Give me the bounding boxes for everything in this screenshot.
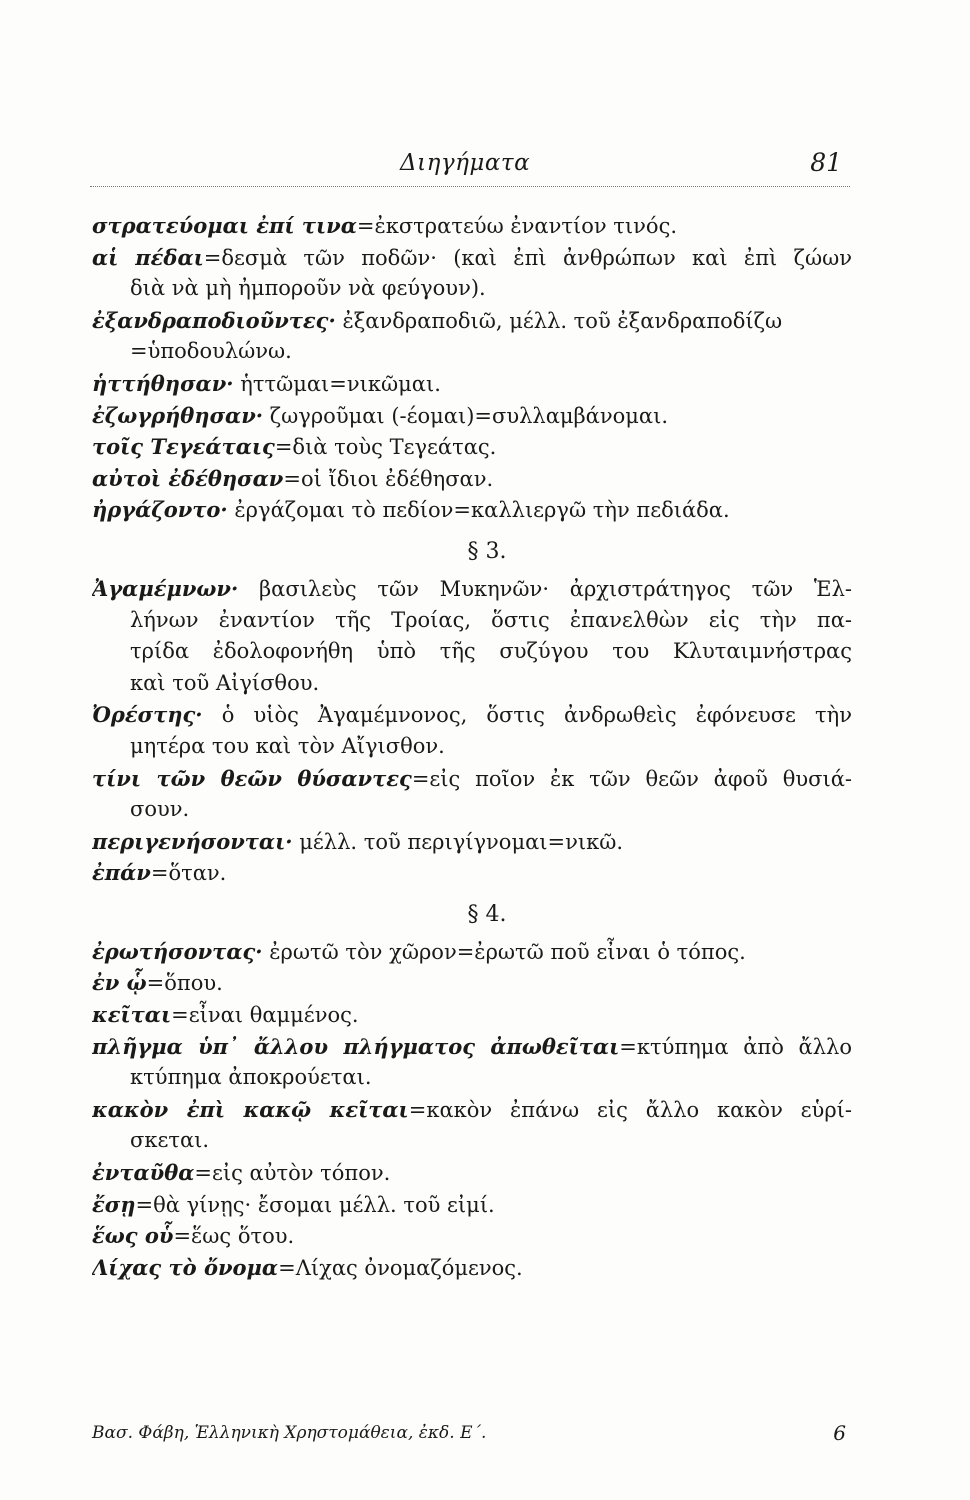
glossary-line	[92, 1031, 852, 1063]
glossary-term: πλῆγμα ὑπ᾽ ἄλλου πλήγματος ἀπωθεῖται	[92, 1033, 620, 1059]
glossary-line	[92, 1094, 852, 1126]
glossary-term: ἡττήθησαν·	[92, 370, 234, 396]
footer	[92, 1423, 850, 1443]
glossary-line	[92, 368, 852, 400]
glossary-line	[92, 463, 852, 495]
glossary-line	[92, 1125, 852, 1157]
glossary-definition: τρίδα ἐδολοφονήθη ὑπὸ τῆς συζύγου του Κλυταιμνήστρας	[130, 639, 852, 664]
glossary-line	[92, 826, 852, 858]
glossary-definition: ἐργάζομαι τὸ πεδίον=καλλιεργῶ τὴν πεδιάδα.	[227, 498, 730, 523]
glossary-definition: =εἰς ποῖον ἐκ τῶν θεῶν ἀφοῦ θυσιά-	[411, 766, 852, 791]
glossary-definition: διὰ νὰ μὴ ἠμποροῦν νὰ φεύγουν).	[130, 276, 486, 301]
glossary-line	[92, 1252, 852, 1284]
glossary-line	[92, 1220, 852, 1252]
glossary-body	[92, 210, 852, 1283]
section-heading: § 3.	[467, 538, 507, 564]
glossary-definition: μητέρα του καὶ τὸν Αἴγισθον.	[130, 733, 445, 758]
glossary-line	[92, 1189, 852, 1221]
glossary-term: αὐτοὶ ἐδέθησαν	[92, 465, 284, 491]
glossary-term: ἔσῃ	[92, 1191, 136, 1217]
signature-mark: 6	[833, 1421, 846, 1445]
glossary-definition: =κτύπημα ἀπὸ ἄλλο	[619, 1034, 852, 1059]
glossary-line	[92, 494, 852, 526]
glossary-definition: =ὅπου.	[146, 971, 223, 996]
glossary-term: στρατεύομαι ἐπί τινα	[92, 213, 357, 238]
glossary-line	[92, 668, 852, 700]
glossary-definition: =Λίχας ὀνομαζόμενος.	[278, 1255, 523, 1280]
glossary-term: περιγενήσονται·	[92, 828, 293, 854]
glossary-definition: λήνων ἐναντίον τῆς Τροίας, ὅστις ἐπανελθὼν εἰς τὴν πα-	[130, 607, 852, 632]
glossary-line	[92, 573, 852, 605]
running-header	[90, 146, 850, 187]
glossary-line	[92, 967, 852, 999]
footer-citation: Βασ. Φάβη, Ἑλληνικὴ Χρηστομάθεια, ἐκδ. Ε΄.	[92, 1423, 487, 1443]
glossary-definition: =διὰ τοὺς Τεγεάτας.	[274, 435, 497, 460]
glossary-term: αἱ πέδαι	[92, 244, 204, 270]
glossary-term: Ἀγαμέμνων·	[92, 575, 239, 601]
glossary-line	[92, 699, 852, 731]
glossary-definition: σουν.	[130, 797, 190, 822]
glossary-line	[92, 305, 852, 337]
glossary-line	[92, 242, 852, 274]
glossary-line	[92, 636, 852, 668]
glossary-line	[92, 763, 852, 795]
glossary-definition: =οἱ ἴδιοι ἐδέθησαν.	[283, 466, 494, 491]
glossary-definition: =θὰ γίνῃς· ἔσομαι μέλλ. τοῦ εἰμί.	[135, 1192, 495, 1217]
glossary-definition: =εἶναι θαμμένος.	[171, 1003, 359, 1028]
glossary-term: ἠργάζοντο·	[92, 497, 228, 523]
glossary-definition: ἡττῶμαι=νικῶμαι.	[233, 371, 441, 396]
glossary-definition: =ἕως ὅτου.	[173, 1224, 295, 1249]
glossary-definition: ζωγροῦμαι (-έομαι)=συλλαμβάνομαι.	[263, 403, 669, 428]
glossary-term: ἐξανδραποδιοῦντες·	[92, 307, 336, 333]
section-heading: § 4.	[467, 901, 507, 927]
glossary-term: ἐν ᾧ	[92, 970, 147, 996]
glossary-definition: =ὅταν.	[150, 861, 227, 886]
glossary-definition: ἐξανδραποδιῶ, μέλλ. τοῦ ἐξανδραποδίζω	[335, 308, 783, 333]
glossary-term: κακὸν ἐπὶ κακῷ κεῖται	[92, 1096, 409, 1122]
glossary-term: κεῖται	[92, 1002, 172, 1028]
glossary-definition: =ὑποδουλώνω.	[130, 339, 292, 364]
glossary-definition: ὁ υἱὸς Ἀγαμέμνονος, ὅστις ἀνδρωθεὶς ἐφόνευσε τὴν	[202, 703, 852, 728]
glossary-definition: μέλλ. τοῦ περιγίγνομαι=νικῶ.	[292, 829, 624, 854]
glossary-line	[92, 731, 852, 763]
glossary-definition: ἐρωτῶ τὸν χῶρον=ἐρωτῶ ποῦ εἶναι ὁ τόπος.	[262, 939, 746, 964]
glossary-term: ἕως οὗ	[92, 1223, 174, 1249]
page-number: 81	[810, 148, 842, 177]
glossary-term: Ὀρέστης·	[92, 702, 203, 728]
glossary-term: ἐπάν	[92, 860, 151, 886]
glossary-line	[92, 605, 852, 637]
running-title: Διηγήματα	[400, 150, 531, 176]
glossary-line	[92, 336, 852, 368]
glossary-line	[92, 794, 852, 826]
glossary-line	[92, 273, 852, 305]
glossary-line	[92, 1062, 852, 1094]
glossary-definition: κτύπημα ἀποκρούεται.	[130, 1065, 372, 1090]
glossary-term: ἐνταῦθα	[92, 1160, 195, 1186]
glossary-definition: βασιλεὺς τῶν Μυκηνῶν· ἀρχιστράτηγος τῶν Ἑλ-	[238, 576, 852, 601]
glossary-term: Λίχας τὸ ὄνομα	[92, 1254, 279, 1280]
glossary-term: τίνι τῶν θεῶν θύσαντες	[92, 765, 412, 791]
glossary-definition: =κακὸν ἐπάνω εἰς ἄλλο κακὸν εὑρί-	[408, 1097, 852, 1122]
glossary-definition: =ἐκστρατεύω ἐναντίον τινός.	[356, 214, 678, 238]
glossary-definition: =δεσμὰ τῶν ποδῶν· (καὶ ἐπὶ ἀνθρώπων καὶ ἐπὶ ζώων	[203, 245, 852, 270]
glossary-definition: καὶ τοῦ Αἰγίσθου.	[130, 670, 320, 695]
glossary-term: ἐζωγρήθησαν·	[92, 402, 264, 428]
glossary-line	[92, 1157, 852, 1189]
glossary-line	[92, 857, 852, 889]
glossary-line	[92, 431, 852, 463]
glossary-line	[92, 999, 852, 1031]
glossary-line	[92, 210, 852, 242]
glossary-term: τοῖς Τεγεάταις	[92, 434, 275, 460]
glossary-line	[92, 936, 852, 968]
glossary-definition: =εἰς αὐτὸν τόπον.	[194, 1161, 391, 1186]
glossary-line	[92, 400, 852, 432]
glossary-term: ἐρωτήσοντας·	[92, 938, 263, 964]
glossary-definition: σκεται.	[130, 1128, 210, 1153]
